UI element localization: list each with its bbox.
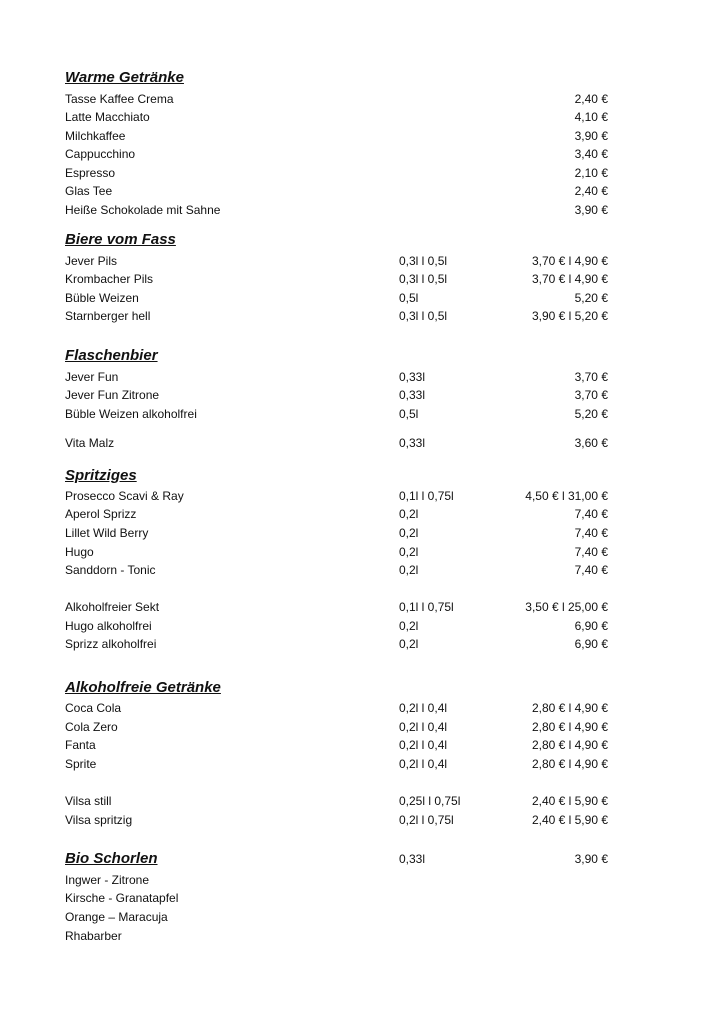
item-price: 7,40 € <box>574 526 608 540</box>
menu-item <box>0 252 724 270</box>
item-price: 2,80 € l 4,90 € <box>531 738 608 752</box>
section-header-row-bio-schorlen <box>0 850 724 868</box>
item-name: Latte Macchiato <box>65 110 150 124</box>
menu-item <box>0 755 724 773</box>
menu-item <box>0 108 724 126</box>
menu-item <box>0 908 724 926</box>
item-name: Heiße Schokolade mit Sahne <box>65 203 221 217</box>
menu-item <box>0 386 724 404</box>
item-price: 3,70 € <box>574 370 608 384</box>
menu-item <box>0 811 724 829</box>
item-size: 0,3l l 0,5l <box>399 309 448 323</box>
item-price: 7,40 € <box>574 507 608 521</box>
item-name: Hugo alkoholfrei <box>65 619 152 633</box>
item-name: Rhabarber <box>65 929 122 943</box>
item-price: 3,70 € l 4,90 € <box>531 272 608 286</box>
item-name: Ingwer - Zitrone <box>65 873 150 887</box>
item-size: 0,1l l 0,75l <box>399 600 454 614</box>
item-size: 0,5l <box>399 407 419 421</box>
item-price: 2,40 € <box>574 184 608 198</box>
menu-item <box>0 617 724 635</box>
section-heading-flaschenbier: Flaschenbier <box>65 347 158 364</box>
item-name: Milchkaffee <box>65 129 126 143</box>
item-price: 5,20 € <box>574 407 608 421</box>
item-size: 0,3l l 0,5l <box>399 254 448 268</box>
menu-item <box>0 561 724 579</box>
item-name: Alkoholfreier Sekt <box>65 600 160 614</box>
item-name: Vita Malz <box>65 436 115 450</box>
item-size: 0,2l <box>399 637 419 651</box>
item-price: 3,50 € l 25,00 € <box>525 600 608 614</box>
item-name: Jever Fun Zitrone <box>65 388 160 402</box>
section-heading-alkoholfreie-getraenke: Alkoholfreie Getränke <box>65 679 221 696</box>
menu-item <box>0 164 724 182</box>
menu-item <box>0 598 724 616</box>
menu-item <box>0 543 724 561</box>
item-price: 7,40 € <box>574 563 608 577</box>
item-size: 0,2l <box>399 526 419 540</box>
item-size: 0,5l <box>399 291 419 305</box>
menu-item <box>0 368 724 386</box>
item-price: 2,80 € l 4,90 € <box>531 701 608 715</box>
menu-item <box>0 182 724 200</box>
item-name: Vilsa still <box>65 794 112 808</box>
item-price: 3,70 € <box>574 388 608 402</box>
item-price: 3,60 € <box>574 436 608 450</box>
item-price: 6,90 € <box>574 637 608 651</box>
item-price: 3,70 € l 4,90 € <box>531 254 608 268</box>
menu-item <box>0 270 724 288</box>
item-name: Orange – Maracuja <box>65 910 168 924</box>
menu-item <box>0 434 724 452</box>
menu-item <box>0 505 724 523</box>
item-price: 3,40 € <box>574 147 608 161</box>
item-name: Coca Cola <box>65 701 122 715</box>
item-price: 3,90 € <box>574 852 608 866</box>
item-name: Büble Weizen alkoholfrei <box>65 407 197 421</box>
menu-item <box>0 699 724 717</box>
item-name: Jever Pils <box>65 254 118 268</box>
item-name: Vilsa spritzig <box>65 813 133 827</box>
item-size: 0,33l <box>399 852 426 866</box>
section-heading-spritziges: Spritziges <box>65 467 137 484</box>
item-size: 0,1l l 0,75l <box>399 489 454 503</box>
menu-item <box>0 736 724 754</box>
item-size: 0,2l l 0,4l <box>399 757 448 771</box>
item-name: Hugo <box>65 545 94 559</box>
item-name: Fanta <box>65 738 96 752</box>
menu-item <box>0 635 724 653</box>
item-name: Jever Fun <box>65 370 119 384</box>
item-name: Krombacher Pils <box>65 272 154 286</box>
item-price: 2,40 € l 5,90 € <box>531 794 608 808</box>
item-price: 6,90 € <box>574 619 608 633</box>
item-price: 4,10 € <box>574 110 608 124</box>
menu-item <box>0 145 724 163</box>
menu-item <box>0 201 724 219</box>
item-name: Espresso <box>65 166 116 180</box>
item-name: Glas Tee <box>65 184 113 198</box>
item-name: Aperol Sprizz <box>65 507 137 521</box>
item-name: Sanddorn - Tonic <box>65 563 156 577</box>
item-price: 7,40 € <box>574 545 608 559</box>
item-price: 3,90 € <box>574 129 608 143</box>
item-size: 0,33l <box>399 370 426 384</box>
item-name: Prosecco Scavi & Ray <box>65 489 184 503</box>
item-size: 0,2l l 0,4l <box>399 701 448 715</box>
section-heading-warme-getraenke: Warme Getränke <box>65 69 184 86</box>
menu-item <box>0 718 724 736</box>
item-price: 2,80 € l 4,90 € <box>531 720 608 734</box>
menu-item <box>0 405 724 423</box>
item-name: Sprite <box>65 757 97 771</box>
item-price: 2,40 € l 5,90 € <box>531 813 608 827</box>
item-price: 3,90 € <box>574 203 608 217</box>
item-size: 0,2l <box>399 507 419 521</box>
menu-item <box>0 792 724 810</box>
section-heading-biere-vom-fass: Biere vom Fass <box>65 231 176 248</box>
menu-item <box>0 307 724 325</box>
item-name: Büble Weizen <box>65 291 139 305</box>
item-size: 0,3l l 0,5l <box>399 272 448 286</box>
menu-item <box>0 487 724 505</box>
item-name: Starnberger hell <box>65 309 151 323</box>
item-size: 0,25l l 0,75l <box>399 794 461 808</box>
item-size: 0,2l l 0,4l <box>399 738 448 752</box>
menu-item <box>0 871 724 889</box>
item-size: 0,33l <box>399 388 426 402</box>
item-name: Lillet Wild Berry <box>65 526 149 540</box>
item-size: 0,2l <box>399 545 419 559</box>
item-size: 0,2l <box>399 563 419 577</box>
menu-item <box>0 524 724 542</box>
menu-item <box>0 90 724 108</box>
menu-item <box>0 889 724 907</box>
item-price: 4,50 € l 31,00 € <box>525 489 608 503</box>
item-name: Cappucchino <box>65 147 136 161</box>
item-price: 3,90 € l 5,20 € <box>531 309 608 323</box>
item-name: Cola Zero <box>65 720 118 734</box>
menu-item <box>0 127 724 145</box>
item-size: 0,2l l 0,4l <box>399 720 448 734</box>
item-name: Sprizz alkoholfrei <box>65 637 157 651</box>
item-size: 0,2l <box>399 619 419 633</box>
item-price: 2,40 € <box>574 92 608 106</box>
item-name: Tasse Kaffee Crema <box>65 92 174 106</box>
section-heading-bio-schorlen: Bio Schorlen <box>65 850 158 867</box>
menu-item <box>0 927 724 945</box>
item-price: 2,10 € <box>574 166 608 180</box>
item-name: Kirsche - Granatapfel <box>65 891 179 905</box>
menu-item <box>0 289 724 307</box>
item-price: 2,80 € l 4,90 € <box>531 757 608 771</box>
item-size: 0,2l l 0,75l <box>399 813 454 827</box>
item-price: 5,20 € <box>574 291 608 305</box>
item-size: 0,33l <box>399 436 426 450</box>
